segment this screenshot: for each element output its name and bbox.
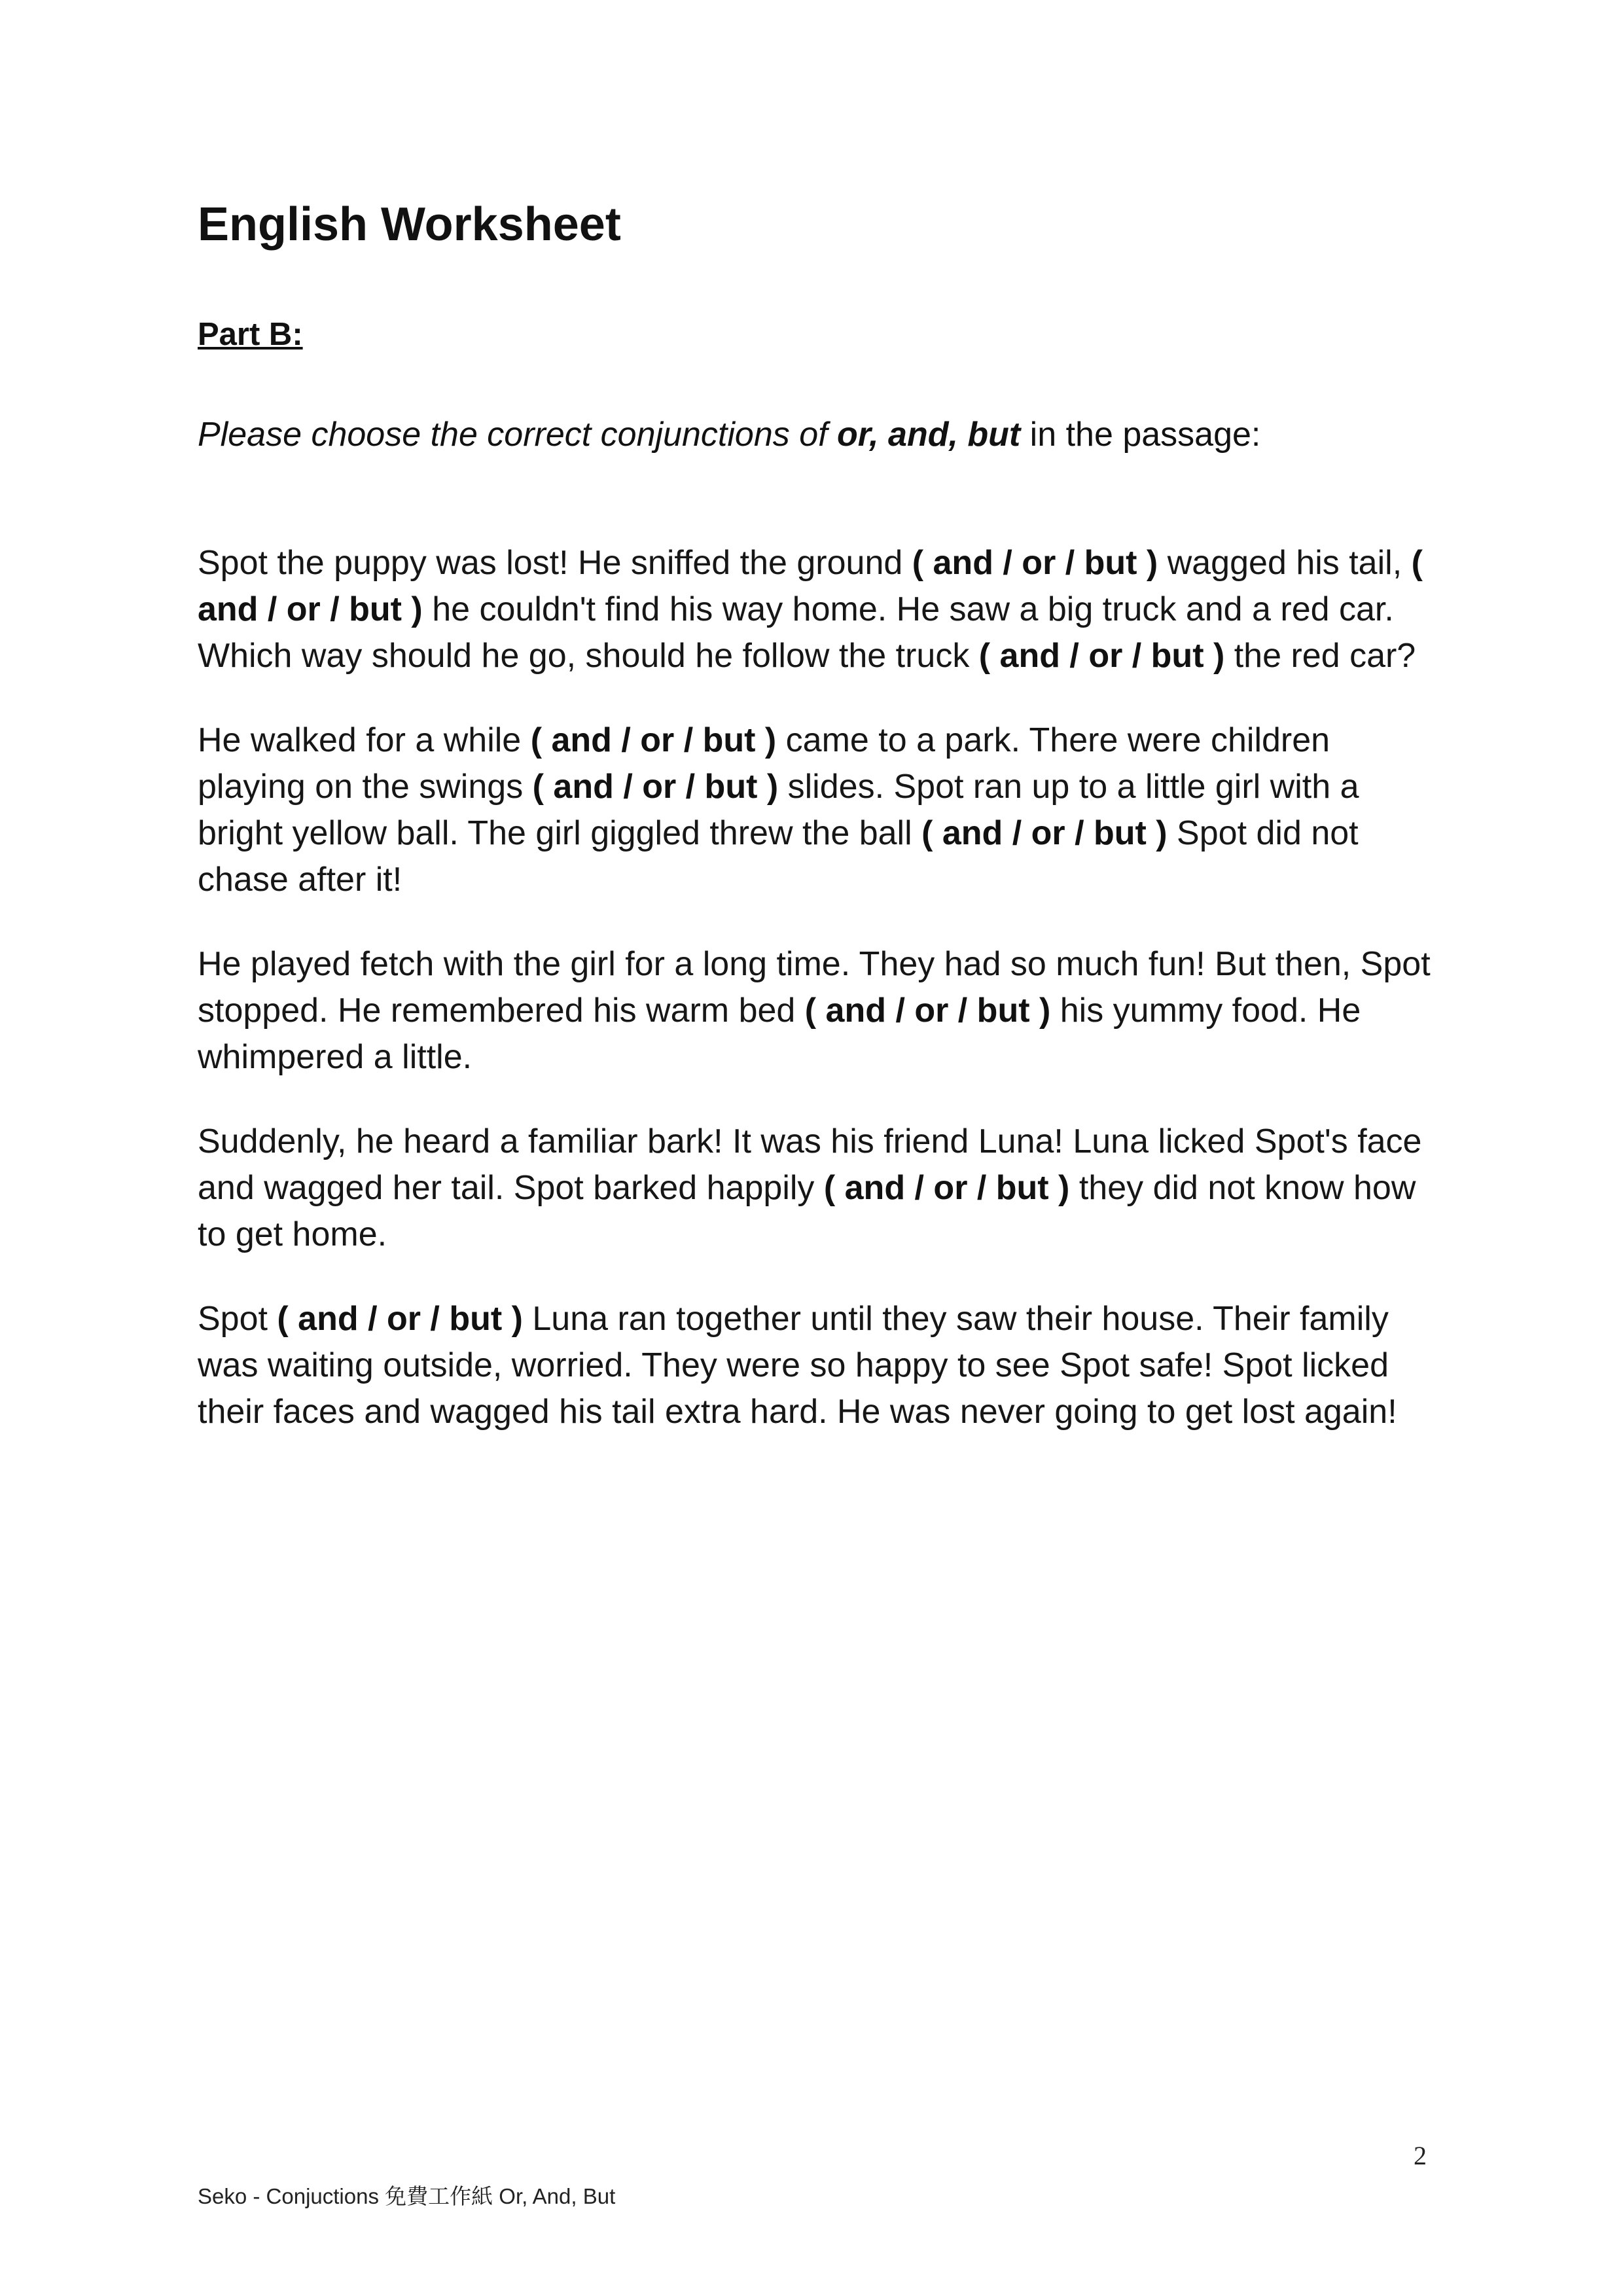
part-label: Part B:: [198, 317, 303, 352]
passage-text: Luna ran together until they saw their house. Their family was waiting outside, worried. They were so happy to see Spot safe! Spot licked their faces and wagged his tail extra hard. He was never going to get lost again!: [198, 1300, 1397, 1431]
passage-text: Spot the puppy was lost! He sniffed the ground: [198, 544, 912, 582]
passage-text: Suddenly, he heard a familiar bark! It was his friend Luna! Luna licked Spot's face and wagged her tail. Spot barked happily: [198, 1122, 1422, 1207]
conjunction-choice-4: ( and / or / but ): [530, 721, 777, 759]
passage-text: they did not know how to get home.: [198, 1169, 1416, 1253]
passage-paragraph-2: [198, 717, 1441, 903]
passage-paragraph-4: [198, 1119, 1441, 1258]
passage-text: slides. Spot ran up to a little girl with a bright yellow ball. The girl giggled threw the ball: [198, 768, 1359, 852]
instructions-italic: Please choose the correct conjunctions of: [198, 416, 838, 454]
passage-text: wagged his tail,: [1158, 544, 1412, 582]
conjunction-choice-1: ( and / or / but ): [912, 544, 1158, 582]
passage-paragraph-1: [198, 540, 1441, 679]
conjunction-choice-9: ( and / or / but ): [277, 1300, 523, 1338]
conjunction-choice-5: ( and / or / but ): [532, 768, 779, 806]
passage-text: Spot: [198, 1300, 277, 1338]
passage-text: He played fetch with the girl for a long time. They had so much fun! But then, Spot stopped. He remembered his warm bed: [198, 945, 1431, 1030]
passage: [198, 540, 1441, 1473]
passage-text: his yummy food. He whimpered a little.: [198, 992, 1361, 1076]
conjunction-choice-7: ( and / or / but ): [804, 992, 1051, 1030]
instructions-end: in the passage:: [1020, 416, 1261, 454]
passage-text: he couldn't find his way home. He saw a big truck and a red car. Which way should he go, should he follow the truck: [198, 590, 1394, 675]
passage-text: Spot did not chase after it!: [198, 814, 1359, 899]
passage-text: He walked for a while: [198, 721, 531, 759]
passage-text: came to a park. There were children playing on the swings: [198, 721, 1330, 806]
instructions-conjunctions: or, and, but: [837, 416, 1021, 454]
page-number: 2: [1414, 2141, 1427, 2170]
footer-text: Seko - Conjuctions 免費工作紙 Or, And, But: [198, 2184, 616, 2208]
page-title: English Worksheet: [198, 198, 621, 251]
conjunction-choice-8: ( and / or / but ): [823, 1169, 1070, 1207]
conjunction-choice-6: ( and / or / but ): [921, 814, 1168, 852]
instructions: [198, 414, 1260, 455]
passage-paragraph-3: [198, 941, 1441, 1081]
passage-text: the red car?: [1224, 637, 1416, 675]
conjunction-choice-3: ( and / or / but ): [978, 637, 1225, 675]
conjunction-choice-2: ( and / or / but ): [198, 544, 1423, 628]
passage-paragraph-5: [198, 1296, 1441, 1435]
